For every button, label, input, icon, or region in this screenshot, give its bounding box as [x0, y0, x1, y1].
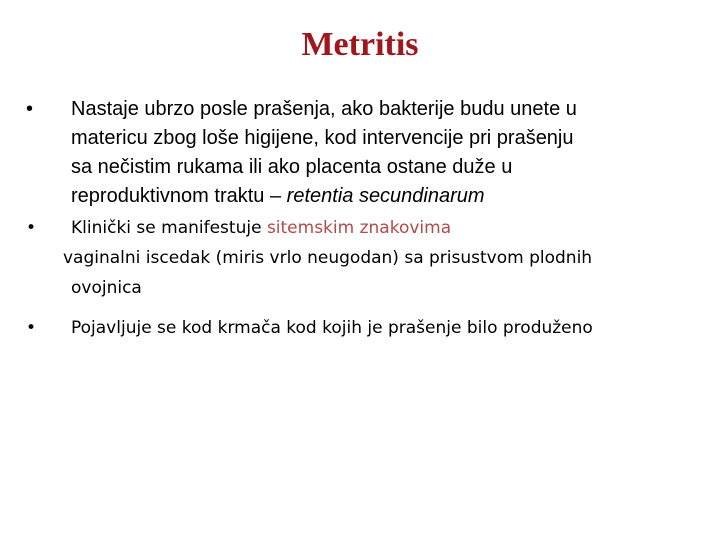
bullet-item-2 — [26, 213, 592, 303]
bullet-dot: • — [26, 218, 37, 238]
bullet-dot: • — [26, 318, 37, 338]
latin-term: retentia secundinarum — [286, 185, 485, 207]
bullet-prefix: Klinički se manifestuje — [71, 218, 267, 238]
bullet-line: ovojnica — [71, 278, 142, 298]
bullet-line: Pojavljuje se kod krmača kod kojih je prašenje bilo produženo — [71, 318, 593, 338]
bullet-item-3 — [26, 313, 593, 343]
slide-title: Metritis — [301, 26, 419, 63]
bullet-item-1 — [26, 95, 711, 211]
bullet-line: matericu zbog loše higijene, kod intervencije pri prašenju — [71, 127, 574, 149]
bullet-line — [71, 213, 592, 243]
bullet-line — [71, 182, 711, 211]
bullet-line: sa nečistim rukama ili ako placenta ostane duže u — [71, 156, 513, 178]
bullet-line-text: reproduktivnom traktu – — [71, 185, 282, 207]
highlighted-term: sitemskim znakovima — [266, 218, 452, 238]
bullet-text — [71, 95, 711, 211]
bullet-line: vaginalni iscedak (miris vrlo neugodan) sa prisustvom plodnih — [63, 248, 593, 268]
bullet-dot: • — [26, 98, 34, 120]
bullet-line: Nastaje ubrzo posle prašenja, ako bakterije budu unete u — [71, 98, 577, 120]
